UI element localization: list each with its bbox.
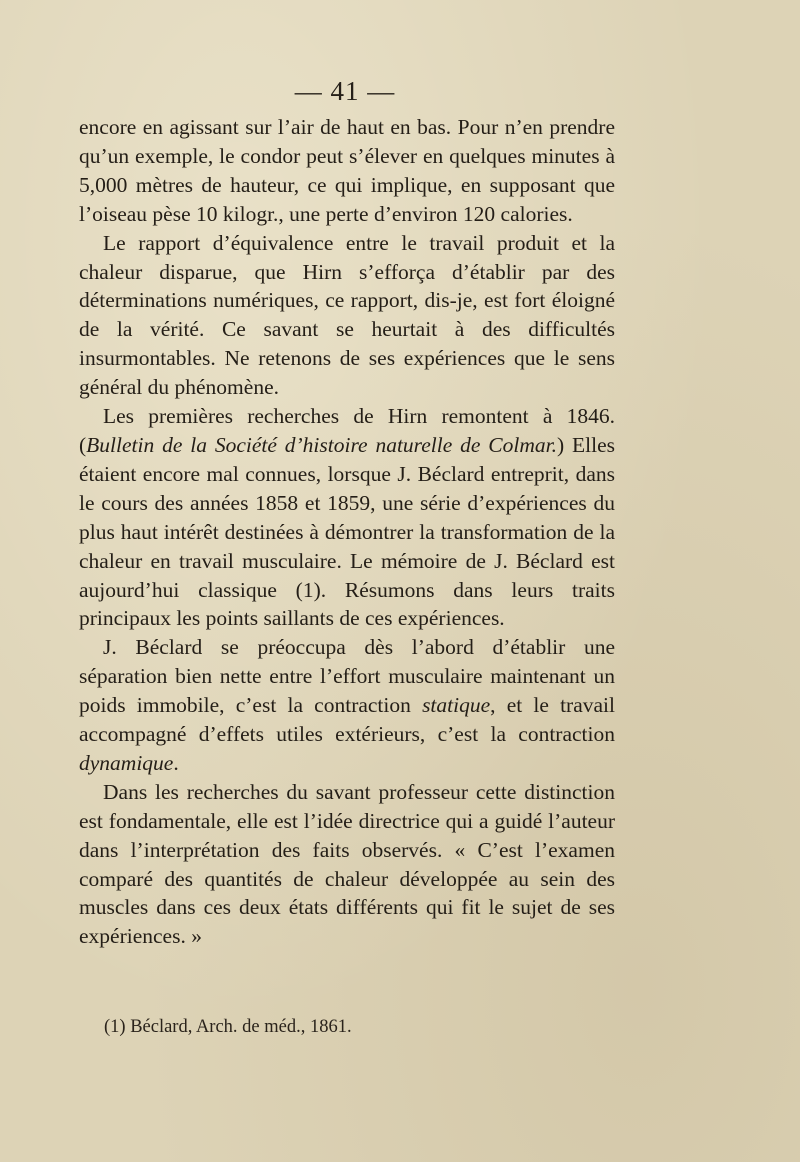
paragraph-3 xyxy=(79,402,615,633)
journal-title: Bulletin de la Société d’histoire naturelle de Colmar. xyxy=(86,432,557,457)
paragraph-4-text-before: J. Béclard se préoccupa dès l’abord d’établir une séparation bien nette entre l’effort musculaire maintenant un poids immobile, c’est la contraction xyxy=(79,635,615,718)
paragraph-5: Dans les recherches du savant professeur cette distinction est fondamentale, elle est l’idée directrice qui a guidé l’auteur dans l’interprétation des faits observés. « C’est l’examen comparé des quantités de chaleur développée au sein des muscles dans ces deux états différents qui fit le sujet de ses expériences. » xyxy=(79,779,615,949)
paragraph-3-text-after: ) Elles étaient encore mal connues, lorsque J. Béclard entreprit, dans le cours des années 1858 et 1859, une série d’expériences du plus haut intérêt destinées à démontrer la transformation de la chaleur en travail musculaire. Le mémoire de J. Béclard est aujourd’hui classique (1). Résumons dans leurs traits principaux les points saillants de ces expériences. xyxy=(79,432,615,631)
paragraph-4 xyxy=(79,633,615,778)
term-statique: statique xyxy=(422,693,491,718)
paragraph-4-text-middle: , et le travail accompagné d’effets utiles extérieurs, c’est la contraction xyxy=(79,693,616,747)
body-text xyxy=(79,113,615,951)
paragraph-2: Le rapport d’équivalence entre le travail produit et la chaleur disparue, que Hirn s’efforça d’établir par des déterminations numériques, ce rapport, dis-je, est fort éloigné de la vérité. Ce savant se heurtait à des difficultés insurmontables. Ne retenons de ses expériences que le sens général du phénomène. xyxy=(79,230,615,400)
paragraph-4-text-after: . xyxy=(173,750,179,775)
paragraph-1: encore en agissant sur l’air de haut en bas. Pour n’en prendre qu’un exemple, le condor peut s’élever en quelques minutes à 5,000 mètres de hauteur, ce qui implique, en supposant que l’oiseau pèse 10 kilogr., une perte d’environ 120 calories. xyxy=(79,115,615,226)
page-number: — 41 — xyxy=(294,76,396,106)
term-dynamique: dynamique xyxy=(79,750,174,775)
paragraph-3-text-before: Les premières recherches de Hirn remontent à 1846. ( xyxy=(79,404,615,457)
footnote: (1) Béclard, Arch. de méd., 1861. xyxy=(104,1017,352,1037)
